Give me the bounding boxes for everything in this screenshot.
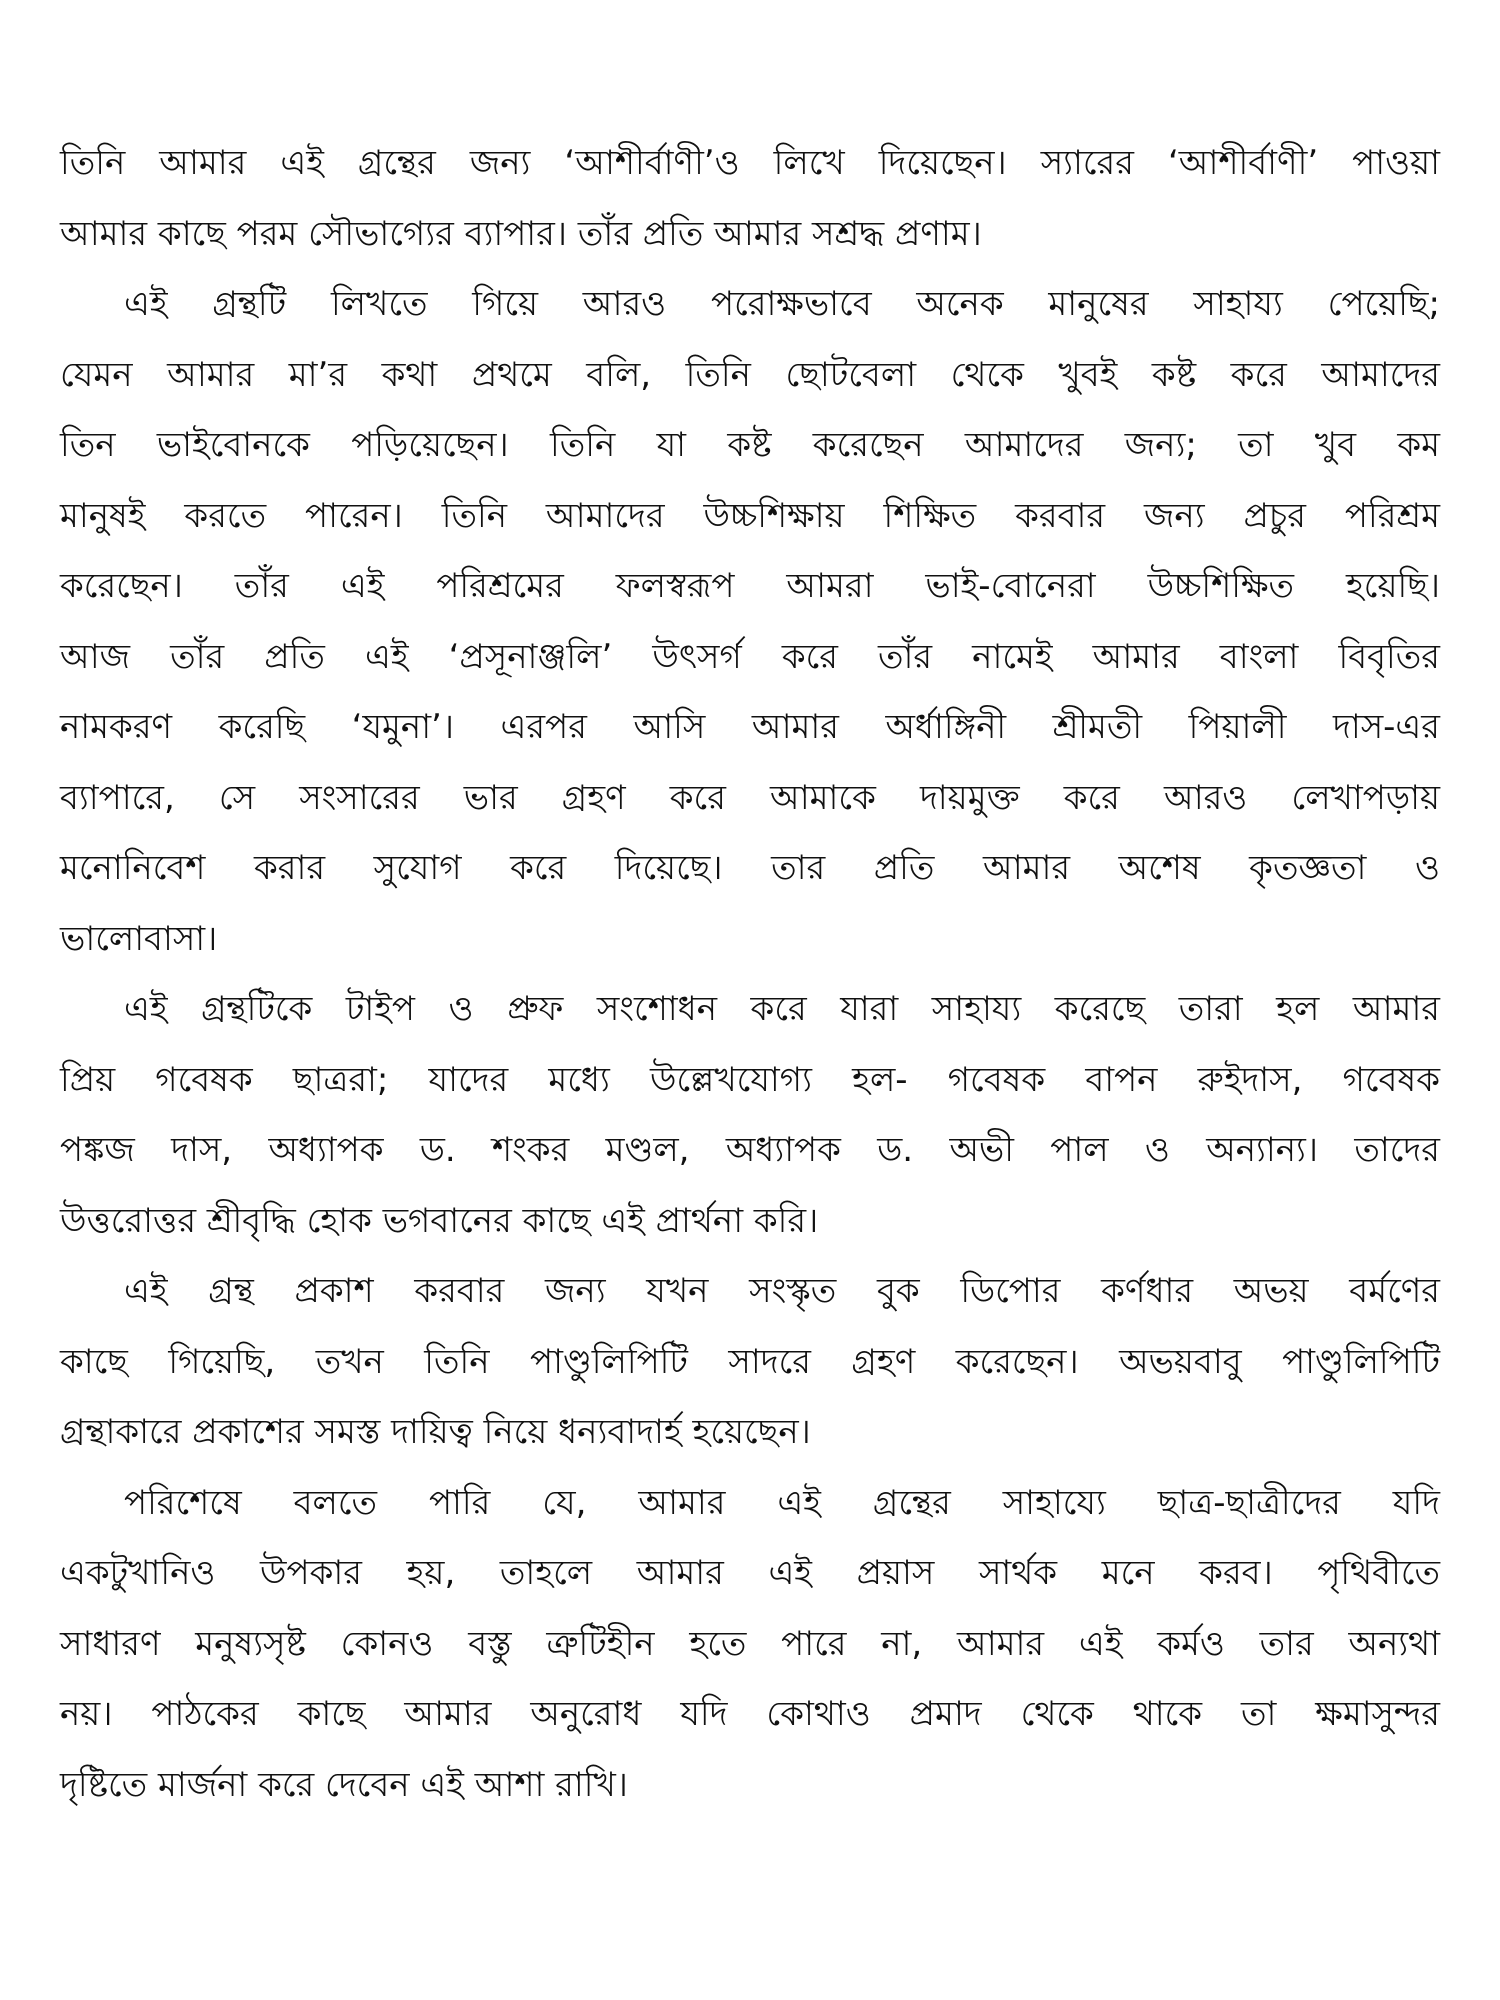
text-line: আজ তাঁর প্রতি এই ‘প্রসূনাঞ্জলি’ উৎসর্গ করে তাঁর নামেই আমার বাংলা বিবৃতির	[60, 636, 1440, 677]
text-line: এই গ্রন্থ প্রকাশ করবার জন্য যখন সংস্কৃত বুক ডিপোর কর্ণধার অভয় বর্মণের	[124, 1271, 1440, 1311]
text-line: যেমন আমার মা’র কথা প্রথমে বলি, তিনি ছোটবেলা থেকে খুবই কষ্ট করে আমাদের	[60, 354, 1440, 395]
paragraph	[60, 269, 1440, 974]
text-line: দৃষ্টিতে মার্জনা করে দেবেন এই আশা রাখি।	[60, 1764, 628, 1805]
text-line: ব্যাপারে, সে সংসারের ভার গ্রহণ করে আমাকে দায়মুক্ত করে আরও লেখাপড়ায়	[60, 777, 1440, 818]
text-line: তিনি আমার এই গ্রন্থের জন্য ‘আশীর্বাণী’ও লিখে দিয়েছেন। স্যারের ‘আশীর্বাণী’ পাওয়া	[60, 143, 1440, 183]
text-line: উত্তরোত্তর শ্রীবৃদ্ধি হোক ভগবানের কাছে এই প্রার্থনা করি।	[60, 1200, 819, 1241]
text-line: কাছে গিয়েছি, তখন তিনি পাণ্ডুলিপিটি সাদরে গ্রহণ করেছেন। অভয়বাবু পাণ্ডুলিপিটি	[60, 1341, 1440, 1382]
paragraph	[60, 1256, 1440, 1468]
paragraph	[60, 128, 1440, 269]
text-line: মনোনিবেশ করার সুযোগ করে দিয়েছে। তার প্রতি আমার অশেষ কৃতজ্ঞতা ও	[60, 848, 1440, 888]
text-line: একটুখানিও উপকার হয়, তাহলে আমার এই প্রয়াস সার্থক মনে করব। পৃথিবীতে	[60, 1553, 1440, 1593]
text-line: ভালোবাসা।	[60, 918, 218, 959]
text-line: গ্রন্থাকারে প্রকাশের সমস্ত দায়িত্ব নিয়ে ধন্যবাদার্হ হয়েছেন।	[60, 1412, 811, 1452]
text-line: করেছেন। তাঁর এই পরিশ্রমের ফলস্বরূপ আমরা ভাই-বোনেরা উচ্চশিক্ষিত হয়েছি।	[60, 566, 1440, 606]
text-line: তিন ভাইবোনকে পড়িয়েছেন। তিনি যা কষ্ট করেছেন আমাদের জন্য; তা খুব কম	[60, 425, 1440, 465]
paragraph	[60, 1468, 1440, 1821]
text-line: সাধারণ মনুষ্যসৃষ্ট কোনও বস্তু ত্রুটিহীন হতে পারে না, আমার এই কর্মও তার অন্যথা	[60, 1623, 1440, 1664]
text-line: নয়। পাঠকের কাছে আমার অনুরোধ যদি কোথাও প্রমাদ থেকে থাকে তা ক্ষমাসুন্দর	[60, 1694, 1440, 1734]
paragraph	[60, 974, 1440, 1256]
text-block	[60, 128, 1440, 1820]
text-line: পঙ্কজ দাস, অধ্যাপক ড. শংকর মণ্ডল, অধ্যাপক ড. অভী পাল ও অন্যান্য। তাদের	[60, 1130, 1440, 1170]
text-line: এই গ্রন্থটি লিখতে গিয়ে আরও পরোক্ষভাবে অনেক মানুষের সাহায্য পেয়েছি;	[124, 284, 1440, 324]
text-line: এই গ্রন্থটিকে টাইপ ও প্রুফ সংশোধন করে যারা সাহায্য করেছে তারা হল আমার	[124, 989, 1440, 1029]
text-line: মানুষই করতে পারেন। তিনি আমাদের উচ্চশিক্ষায় শিক্ষিত করবার জন্য প্রচুর পরিশ্রম	[60, 495, 1440, 536]
text-line: আমার কাছে পরম সৌভাগ্যের ব্যাপার। তাঁর প্রতি আমার সশ্রদ্ধ প্রণাম।	[60, 213, 982, 254]
text-line: নামকরণ করেছি ‘যমুনা’। এরপর আসি আমার অর্ধাঙ্গিনী শ্রীমতী পিয়ালী দাস-এর	[60, 707, 1440, 747]
text-line: প্রিয় গবেষক ছাত্ররা; যাদের মধ্যে উল্লেখযোগ্য হল- গবেষক বাপন রুইদাস, গবেষক	[60, 1059, 1440, 1100]
text-line: পরিশেষে বলতে পারি যে, আমার এই গ্রন্থের সাহায্যে ছাত্র-ছাত্রীদের যদি	[124, 1482, 1440, 1523]
